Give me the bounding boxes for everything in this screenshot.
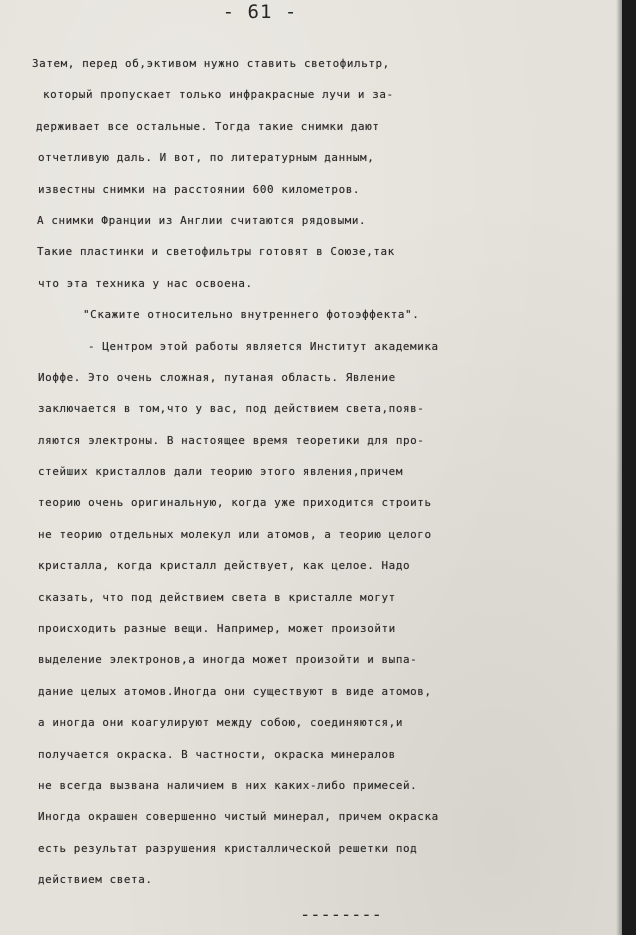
text-line: держивает все остальные. Тогда такие снимки дают: [36, 119, 380, 133]
text-line: что эта техника у нас освоена.: [38, 276, 253, 290]
text-line: Иоффе. Это очень сложная, путаная область. Явление: [38, 370, 396, 384]
end-rule: --------: [300, 905, 382, 925]
text-line: а иногда они коагулируют между собою, соединяются,и: [38, 716, 403, 730]
text-line: есть результат разрушения кристаллической решетки под: [38, 841, 418, 855]
text-line: стейших кристаллов дали теорию этого явления,причем: [38, 465, 403, 479]
text-line: сказать, что под действием света в кристалле могут: [38, 590, 396, 604]
page-edge-shadow: [616, 0, 622, 935]
text-line: Затем, перед об,эктивом нужно ставить светофильтр,: [32, 57, 390, 70]
text-line: ляются электроны. В настоящее время теоретики для про-: [38, 433, 425, 447]
text-line: не теорию отдельных молекул или атомов, а теорию целого: [38, 527, 432, 541]
text-line: выделение электронов,а иногда может произойти и выпа-: [38, 653, 418, 667]
text-line: А снимки Франции из Англии считаются рядовыми.: [37, 213, 367, 227]
text-line: известны снимки на расстоянии 600 километров.: [38, 182, 361, 196]
text-line: заключается в том,что у вас, под действием света,появ-: [38, 402, 425, 416]
text-line: "Скажите относительно внутреннего фотоэффекта".: [83, 308, 420, 322]
text-line: дание целых атомов.Иногда они существуют в виде атомов,: [38, 684, 432, 698]
text-line: - Центром этой работы является Институт академика: [88, 339, 439, 353]
text-line: который пропускает только инфракрасные лучи и за-: [43, 88, 394, 102]
text-line: действием света.: [38, 873, 153, 887]
text-line: кристалла, когда кристалл действует, как целое. Надо: [38, 559, 411, 573]
text-line: Такие пластинки и светофильтры готовят в Союзе,так: [37, 245, 395, 259]
text-line: получается окраска. В частности, окраска минералов: [38, 747, 396, 761]
text-line: не всегда вызвана наличием в них каких-либо примесей.: [38, 778, 418, 792]
body-text: [0, 48, 622, 896]
text-line: теорию очень оригинальную, когда уже приходится строить: [38, 496, 432, 510]
text-line: Иногда окрашен совершенно чистый минерал, причем окраска: [38, 810, 439, 824]
page-number: - 61 -: [222, 1, 298, 23]
text-line: происходить разные вещи. Например, может произойти: [38, 622, 396, 636]
text-line: отчетливую даль. И вот, по литературным данным,: [38, 151, 375, 165]
